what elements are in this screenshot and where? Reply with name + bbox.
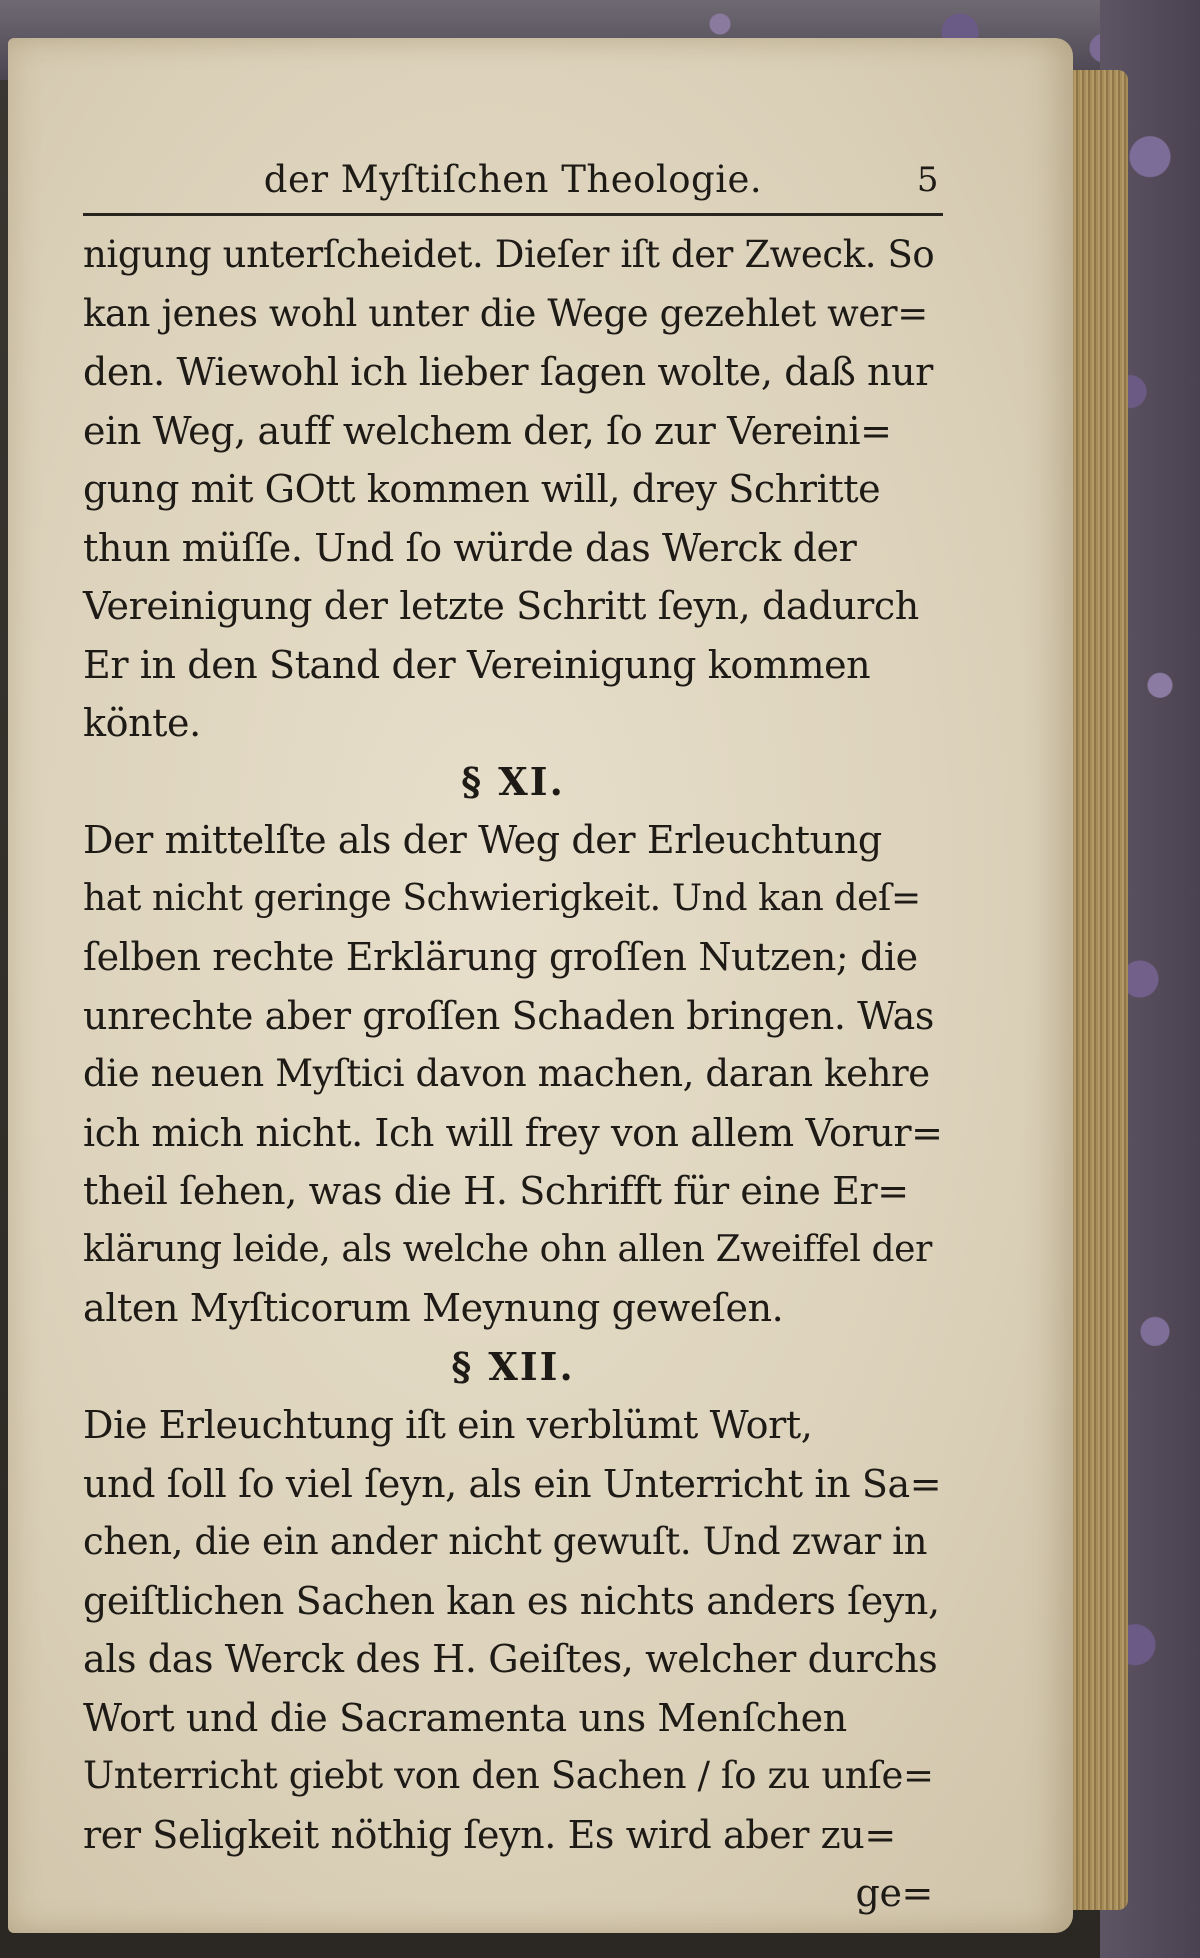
header-rule bbox=[83, 213, 943, 216]
text-line: Die Erleuchtung iſt ein verblümt Wort, bbox=[83, 1403, 813, 1447]
text-block bbox=[83, 153, 943, 1923]
page-number: 5 bbox=[916, 160, 939, 200]
text-line: thun müſſe. Und ſo würde das Werck der bbox=[83, 525, 857, 570]
text-line: Der mittelſte als der Weg der Erleuchtung bbox=[83, 818, 882, 862]
text-line: ſelben rechte Erklärung groſſen Nutzen; die bbox=[83, 935, 918, 979]
text-line: und ſoll ſo viel ſeyn, als ein Unterricht in Sa= bbox=[83, 1461, 942, 1506]
book-page bbox=[8, 38, 1073, 1933]
running-head bbox=[83, 153, 943, 207]
text-line: Er in den Stand der Vereinigung kommen bbox=[83, 642, 871, 687]
text-line: gung mit GOtt kommen will, drey Schritte bbox=[83, 467, 881, 511]
text-line: hat nicht geringe Schwierigkeit. Und kan deſ= bbox=[83, 877, 921, 919]
text-line: als das Werck des H. Geiſtes, welcher durchs bbox=[83, 1637, 938, 1681]
text-line: die neuen Myſtici davon machen, daran kehre bbox=[83, 1052, 930, 1095]
text-line: alten Myſticorum Meynung geweſen. bbox=[83, 1286, 784, 1330]
text-line: unrechte aber groſſen Schaden bringen. Was bbox=[83, 993, 934, 1038]
section-heading-xi: § XI. bbox=[461, 758, 565, 804]
text-line: Unterricht giebt von den Sachen / ſo zu unſe= bbox=[83, 1754, 934, 1797]
text-line: chen, die ein ander nicht gewuſt. Und zwar in bbox=[83, 1520, 928, 1563]
text-line: kan jenes wohl unter die Wege gezehlet wer= bbox=[83, 291, 928, 335]
text-line: könte. bbox=[83, 701, 201, 745]
text-line: theil ſehen, was die H. Schrifft für eine Er= bbox=[83, 1169, 909, 1213]
text-line: nigung unterſcheidet. Dieſer iſt der Zweck. So bbox=[83, 233, 935, 276]
text-line: Vereinigung der letzte Schritt ſeyn, dadurch bbox=[83, 584, 919, 628]
catchword: ge= bbox=[855, 1871, 933, 1915]
text-line: den. Wiewohl ich lieber ſagen wolte, daß nur bbox=[83, 350, 933, 394]
text-line: ich mich nicht. Ich will frey von allem Vorur= bbox=[83, 1110, 943, 1155]
text-line: klärung leide, als welche ohn allen Zweiffel der bbox=[83, 1228, 932, 1270]
text-line: Wort und die Sacramenta uns Menſchen bbox=[83, 1695, 847, 1740]
running-head-title: der Myſtiſchen Theologie. bbox=[263, 158, 763, 201]
section-heading-xii: § XII. bbox=[451, 1343, 575, 1389]
text-line: rer Seligkeit nöthig ſeyn. Es wird aber zu= bbox=[83, 1812, 896, 1857]
text-line: geiſtlichen Sachen kan es nichts anders ſeyn, bbox=[83, 1578, 940, 1623]
text-line: ein Weg, auff welchem der, ſo zur Vereini= bbox=[83, 408, 892, 453]
